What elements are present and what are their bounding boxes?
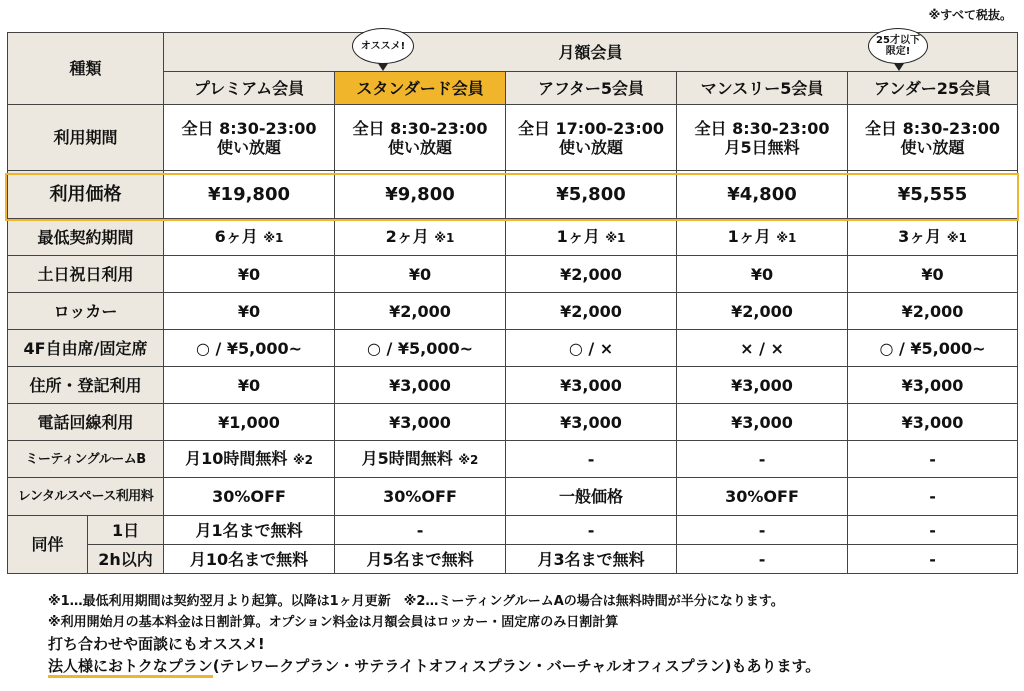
- recommend-badge: オススメ!: [352, 28, 414, 64]
- usage-period-cell: 全日 17:00-23:00 使い放題: [506, 105, 677, 171]
- row-label-address: 住所・登記利用: [8, 367, 164, 404]
- rental-space-cell: 30%OFF: [164, 478, 335, 516]
- address-cell: ¥3,000: [335, 367, 506, 404]
- companion-2h-cell: 月10名まで無料: [164, 545, 335, 574]
- min-contract-cell: 3ヶ月 ※1: [848, 219, 1018, 256]
- usage-period-cell: 全日 8:30-23:00 月5日無料: [677, 105, 848, 171]
- meeting-room-cell: 月5時間無料 ※2: [335, 441, 506, 478]
- row-label-min-contract: 最低契約期間: [8, 219, 164, 256]
- seating-cell: ○ / ¥5,000~: [848, 330, 1018, 367]
- address-cell: ¥3,000: [677, 367, 848, 404]
- seating-cell: × / ×: [677, 330, 848, 367]
- footnote-2: ※利用開始月の基本料金は日割計算。オプション料金は月額会員はロッカー・固定席のみ日割計算: [48, 615, 619, 630]
- min-contract-cell: 1ヶ月 ※1: [506, 219, 677, 256]
- locker-cell: ¥2,000: [848, 293, 1018, 330]
- plan-header-premium: プレミアム会員: [164, 72, 335, 105]
- companion-2h-cell: 月3名まで無料: [506, 545, 677, 574]
- plan-header-after5: アフター5会員: [506, 72, 677, 105]
- price-cell: ¥9,800: [335, 171, 506, 219]
- phone-cell: ¥3,000: [848, 404, 1018, 441]
- rental-space-cell: 30%OFF: [335, 478, 506, 516]
- min-contract-cell: 1ヶ月 ※1: [677, 219, 848, 256]
- group-header: 月額会員: [164, 33, 1018, 72]
- locker-cell: ¥2,000: [677, 293, 848, 330]
- row-label-companion-2h: 2h以内: [88, 545, 164, 574]
- phone-cell: ¥3,000: [677, 404, 848, 441]
- price-cell: ¥5,800: [506, 171, 677, 219]
- plan-header-under25: アンダー25会員: [848, 72, 1018, 105]
- seating-cell: ○ / ¥5,000~: [335, 330, 506, 367]
- phone-cell: ¥3,000: [506, 404, 677, 441]
- companion-2h-cell: -: [677, 545, 848, 574]
- meeting-room-cell: 月10時間無料 ※2: [164, 441, 335, 478]
- price-cell: ¥19,800: [164, 171, 335, 219]
- row-label-phone: 電話回線利用: [8, 404, 164, 441]
- companion-2h-cell: -: [848, 545, 1018, 574]
- companion-2h-cell: 月5名まで無料: [335, 545, 506, 574]
- rental-space-cell: -: [848, 478, 1018, 516]
- row-label-usage-period: 利用期間: [8, 105, 164, 171]
- plan-header-standard: スタンダード会員: [335, 72, 506, 105]
- address-cell: ¥3,000: [506, 367, 677, 404]
- row-label-weekend: 土日祝日利用: [8, 256, 164, 293]
- locker-cell: ¥2,000: [335, 293, 506, 330]
- meeting-room-cell: -: [506, 441, 677, 478]
- meeting-room-cell: -: [848, 441, 1018, 478]
- usage-period-cell: 全日 8:30-23:00 使い放題: [848, 105, 1018, 171]
- plan-header-monthly5: マンスリー5会員: [677, 72, 848, 105]
- seating-cell: ○ / ×: [506, 330, 677, 367]
- companion-day-cell: -: [335, 516, 506, 545]
- row-label-locker: ロッカー: [8, 293, 164, 330]
- min-contract-cell: 6ヶ月 ※1: [164, 219, 335, 256]
- address-cell: ¥3,000: [848, 367, 1018, 404]
- weekend-cell: ¥2,000: [506, 256, 677, 293]
- under25-limited-badge: 25才以下 限定!: [868, 28, 928, 64]
- companion-day-cell: 月1名まで無料: [164, 516, 335, 545]
- type-header: 種類: [8, 33, 164, 105]
- tax-note: ※すべて税抜。: [928, 8, 1012, 22]
- min-contract-cell: 2ヶ月 ※1: [335, 219, 506, 256]
- price-cell: ¥4,800: [677, 171, 848, 219]
- companion-day-cell: -: [677, 516, 848, 545]
- row-label-rental-space: レンタルスペース利用料: [8, 478, 164, 516]
- weekend-cell: ¥0: [335, 256, 506, 293]
- price-cell: ¥5,555: [848, 171, 1018, 219]
- row-label-meeting-room: ミーティングルームB: [8, 441, 164, 478]
- address-cell: ¥0: [164, 367, 335, 404]
- usage-period-cell: 全日 8:30-23:00 使い放題: [335, 105, 506, 171]
- meeting-room-cell: -: [677, 441, 848, 478]
- corporate-plan-note: 法人様におトクなプラン(テレワークプラン・サテライトオフィスプラン・バーチャルオフィスプラン)もあります。: [48, 655, 820, 677]
- footnote-1: ※1…最低利用期間は契約翌月より起算。以降は1ヶ月更新 ※2…ミーティングルームAの場合は無料時間が半分になります。: [48, 594, 784, 609]
- companion-day-cell: -: [506, 516, 677, 545]
- phone-cell: ¥3,000: [335, 404, 506, 441]
- row-label-companion-day: 1日: [88, 516, 164, 545]
- rental-space-cell: 30%OFF: [677, 478, 848, 516]
- weekend-cell: ¥0: [848, 256, 1018, 293]
- cta-text: 打ち合わせや面談にもオススメ!: [48, 635, 265, 653]
- weekend-cell: ¥0: [677, 256, 848, 293]
- rental-space-cell: 一般価格: [506, 478, 677, 516]
- row-label-companion: 同伴: [8, 516, 88, 574]
- row-label-seating: 4F自由席/固定席: [8, 330, 164, 367]
- footnotes: [48, 591, 820, 677]
- pricing-table: [7, 32, 1018, 574]
- seating-cell: ○ / ¥5,000~: [164, 330, 335, 367]
- row-label-price: 利用価格: [8, 171, 164, 219]
- locker-cell: ¥2,000: [506, 293, 677, 330]
- companion-day-cell: -: [848, 516, 1018, 545]
- corporate-plan-highlight: 法人様におトクなプラン: [48, 657, 213, 678]
- locker-cell: ¥0: [164, 293, 335, 330]
- phone-cell: ¥1,000: [164, 404, 335, 441]
- usage-period-cell: 全日 8:30-23:00 使い放題: [164, 105, 335, 171]
- weekend-cell: ¥0: [164, 256, 335, 293]
